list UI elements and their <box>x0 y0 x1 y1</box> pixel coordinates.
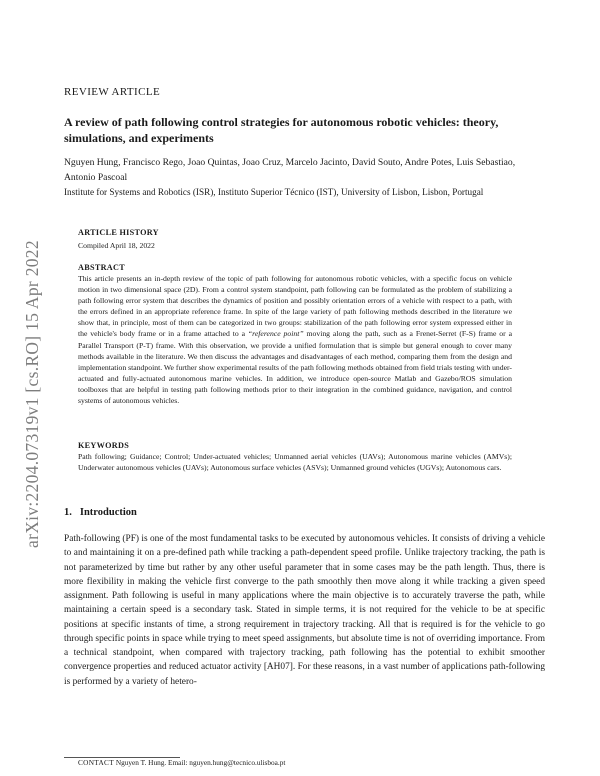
article-type-label: REVIEW ARTICLE <box>64 86 161 98</box>
author-list: Nguyen Hung, Francisco Rego, Joao Quintas, Joao Cruz, Marcelo Jacinto, David Souto, Andre Potes, Luis Sebastiao, Antonio Pascoal <box>64 157 516 183</box>
arxiv-identifier-stamp: arXiv:2204.07319v1 [cs.RO] 15 Apr 2022 <box>22 240 42 548</box>
article-history-heading: ARTICLE HISTORY <box>78 228 159 237</box>
section-title: Introduction <box>79 507 137 518</box>
section-heading <box>64 507 545 518</box>
section-number: 1. <box>64 507 72 518</box>
contact-footnote <box>78 758 285 767</box>
keywords-heading: KEYWORDS <box>78 441 130 450</box>
abstract-text <box>78 273 512 406</box>
paper-title: A review of path following control strategies for autonomous robotic vehicles: theory, simulations, and experiments <box>64 115 499 145</box>
abstract-emphasis: “reference point” <box>247 329 304 339</box>
article-history-date: Compiled April 18, 2022 <box>78 241 155 250</box>
abstract-text-part-1: This article presents an in-depth review of the topic of path following for autonomous robotic vehicles, with a specific focus on vehicle motion in two dimensional space (2D). From a control system standpoint, path following can be formulated as the problem of stabilizing a path following error system that describes the dynamics of position and possibly orientation errors of a vehicle with respect to a path, with the errors defined in an appropriate reference frame. In spite of the large variety of path following methods described in the literature we show that, in principle, most of them can be categorized in two groups: stabilization of the path following error system expressed either in the vehicle's body frame or in a frame attached to a <box>78 274 512 339</box>
abstract-heading: ABSTRACT <box>78 263 125 272</box>
affiliation: Institute for Systems and Robotics (ISR), Instituto Superior Técnico (IST), University of Lisbon, Lisbon, Portugal <box>64 187 484 197</box>
abstract-text-part-2: moving along the path, such as a Frenet-Serret (F-S) frame or a Parallel Transport (P-T) frame. With this observation, we provide a unified formulation that is simple but general enough to cover many methods available in the literature. We then discuss the advantages and disadvantages of each method, comparing them from the design and implementation standpoint. We further show experimental results of the path following methods obtained from field trials testing with under-actuated and fully-actuated autonomous marine vehicles. In addition, we introduce open-source Matlab and Gazebo/ROS simulation toolboxes that are helpful in testing path following methods prior to their integration in the combined guidance, navigation, and control systems of autonomous vehicles. <box>78 329 513 406</box>
introduction-body: Path-following (PF) is one of the most fundamental tasks to be executed by autonomous vehicles. It consists of driving a vehicle to and maintaining it on a pre-defined path while tracking a path-dependent speed profile. Unlike trajectory tracking, the path is not parameterized by time but rather by any other useful parameter that in some cases may be the path length. Thus, there is more flexibility in making the vehicle first converge to the path smoothly then move along it while tracking a given speed assignment. Path following is useful in many applications where the main objective is to accurately traverse the path, while maintaining a certain speed is a secondary task. Stated in simple terms, it is not required for the vehicle to be at specific positions at specific instants of time, a strong requirement in trajectory tracking. All that is required is for the vehicle to go through specific points in space while trying to meet speed assignments, but absolute time is not of overriding importance. From a technical standpoint, when compared with trajectory tracking, path following has the potential to exhibit smoother convergence properties and reduced actuator activity [AH07]. For these reasons, in a vast number of applications path-following is performed by a variety of hetero- <box>64 534 545 687</box>
contact-label: CONTACT <box>78 758 114 767</box>
keywords-list: Path following; Guidance; Control; Under-actuated vehicles; Unmanned aerial vehicles (UAVs); Autonomous marine vehicles (AMVs); Underwater autonomous vehicles (UAVs); Autonomous surface vehicles (ASVs); Unmanned ground vehicles (UGVs); Autonomous cars. <box>78 452 512 473</box>
contact-details: Nguyen T. Hung. Email: nguyen.hung@tecnico.ulisboa.pt <box>115 758 286 767</box>
